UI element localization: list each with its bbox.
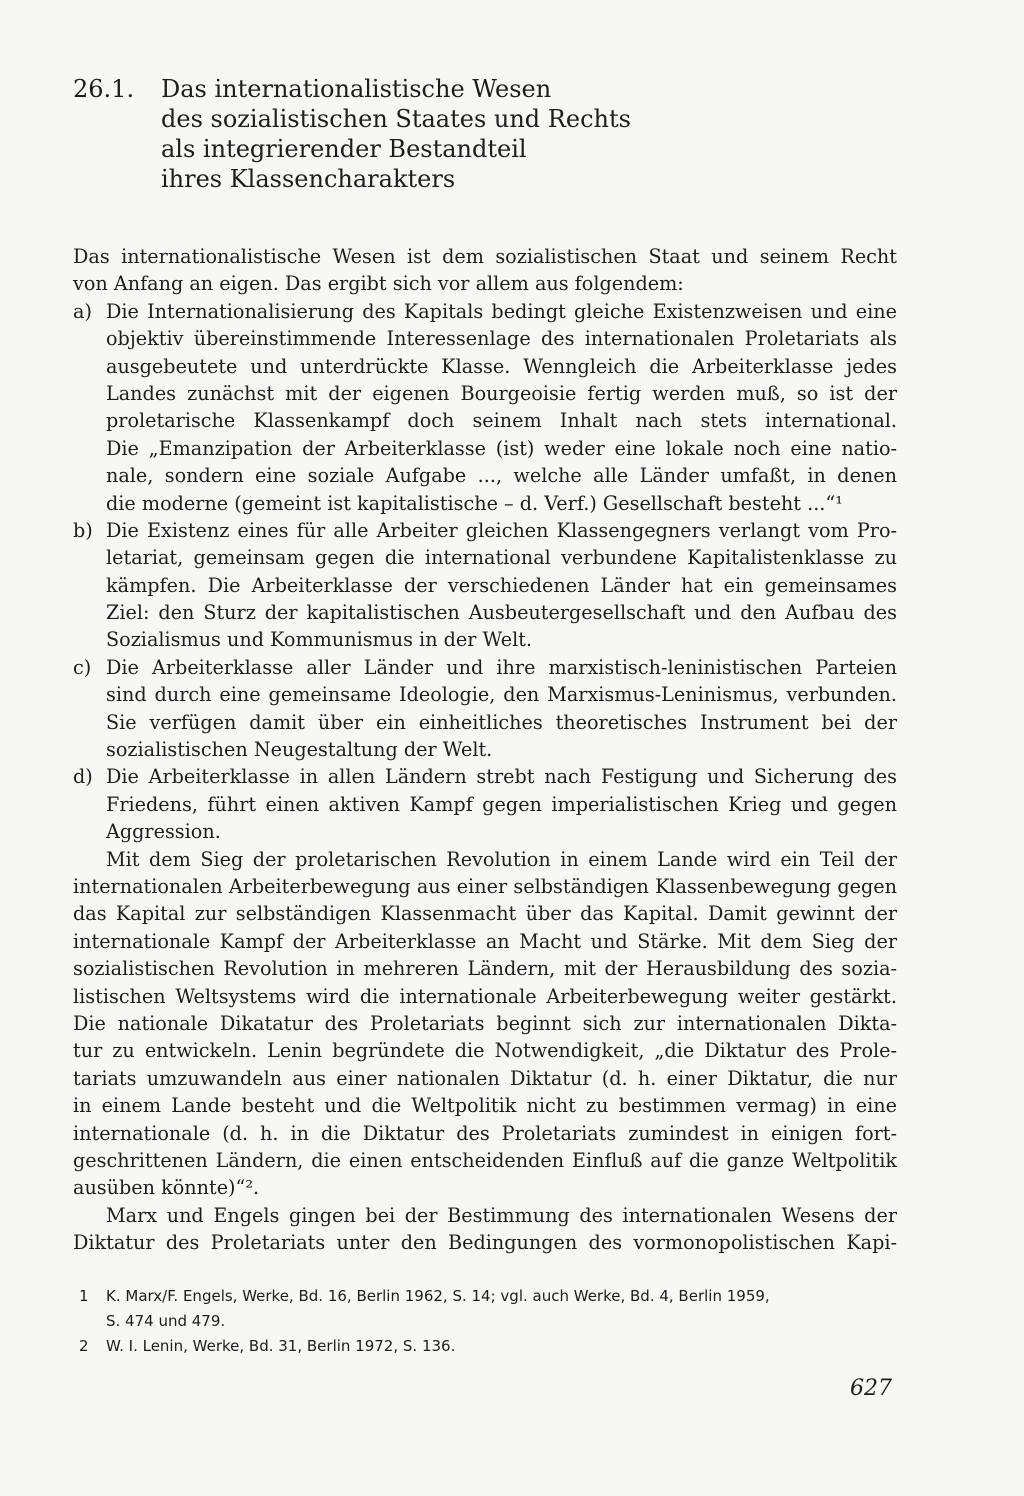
text-line: proletarische Klassenkampf doch seinem Inhalt nach stets international. [106, 409, 897, 433]
footnote-2 [73, 1334, 897, 1359]
text-line: Marx und Engels gingen bei der Bestimmung des internationalen Wesens der [106, 1203, 897, 1227]
list-item-a [73, 298, 897, 517]
text-line: Die „Emanzipation der Arbeiterklasse (ist) weder eine lokale noch eine natio- [106, 436, 897, 460]
text-line: objektiv übereinstimmende Interessenlage des internationalen Proletariats als [106, 327, 897, 351]
text-line: sozialistischen Neugestaltung der Welt. [106, 738, 493, 762]
text-line: von Anfang an eigen. Das ergibt sich vor allem aus folgendem: [73, 272, 684, 296]
section-title [161, 74, 701, 194]
text-line: internationale (d. h. in die Diktatur des Proletariats zumindest in einigen fort- [73, 1121, 897, 1145]
list-item-b [73, 517, 897, 654]
footnote-line: W. I. Lenin, Werke, Bd. 31, Berlin 1972, S. 136. [106, 1337, 456, 1355]
footnotes [73, 1284, 897, 1359]
text-line: Die Existenz eines für alle Arbeiter gleichen Klassengegners verlangt vom Pro- [106, 518, 897, 542]
paragraph-2 [73, 1202, 897, 1257]
paragraph-1 [73, 846, 897, 1202]
text-line: Die Arbeiterklasse aller Länder und ihre marxistisch-leninistischen Parteien [106, 655, 897, 679]
text-line: geschrittenen Ländern, die einen entscheidenden Einfluß auf die ganze Weltpolitik [73, 1148, 897, 1172]
text-line: listischen Weltsystems wird die internationale Arbeiterbewegung weiter gestärkt. [73, 984, 897, 1008]
text-line: Mit dem Sieg der proletarischen Revolution in einem Lande wird ein Teil der [106, 847, 897, 871]
list-marker: b) [73, 518, 93, 542]
list-item-d [73, 763, 897, 845]
section-number: 26.1. [73, 75, 135, 103]
section-title-line: ihres Klassencharakters [161, 165, 456, 193]
text-line: Aggression. [106, 820, 221, 844]
text-line: Sie verfügen damit über ein einheitliches theoretisches Instrument bei der [106, 710, 897, 734]
body-text [73, 243, 897, 1256]
footnote-number: 2 [79, 1337, 89, 1355]
text-line: internationale Kampf der Arbeiterklasse an Macht und Stärke. Mit dem Sieg der [73, 929, 897, 953]
text-line: ausgebeutete und unterdrückte Klasse. Wenngleich die Arbeiterklasse jedes [106, 354, 897, 378]
section-title-line: als integrierender Bestandteil [161, 135, 527, 163]
text-line: Die Internationalisierung des Kapitals bedingt gleiche Existenzweisen und eine [106, 299, 897, 323]
text-line: Die nationale Dikatatur des Proletariats beginnt sich zur internationalen Dikta- [73, 1011, 897, 1035]
list-marker: d) [73, 765, 93, 789]
text-line: tur zu entwickeln. Lenin begründete die Notwendigkeit, „die Diktatur des Prole- [73, 1039, 897, 1063]
text-line: Diktatur des Proletariats unter den Bedingungen des vormonopolistischen Kapi- [73, 1231, 897, 1255]
text-line: nale, sondern eine soziale Aufgabe ..., welche alle Länder umfaßt, in denen [106, 464, 897, 488]
text-line: internationalen Arbeiterbewegung aus einer selbständigen Klassenbewegung gegen [73, 874, 897, 898]
text-line: ausüben könnte)“². [73, 1176, 260, 1200]
text-line: Die Arbeiterklasse in allen Ländern strebt nach Festigung und Sicherung des [106, 765, 897, 789]
text-line: tariats umzuwandeln aus einer nationalen Diktatur (d. h. einer Diktatur, die nur [73, 1066, 897, 1090]
text-line: in einem Lande besteht und die Weltpolitik nicht zu bestimmen vermag) in eine [73, 1094, 897, 1118]
text-line: Landes zunächst mit der eigenen Bourgeoisie fertig werden muß, so ist der [106, 381, 897, 405]
text-line: kämpfen. Die Arbeiterklasse der verschiedenen Länder hat ein gemeinsames [106, 573, 897, 597]
text-line: das Kapital zur selbständigen Klassenmacht über das Kapital. Damit gewinnt der [73, 902, 897, 926]
text-line: sind durch eine gemeinsame Ideologie, den Marxismus-Leninismus, verbunden. [106, 683, 897, 707]
text-line: die moderne (gemeint ist kapitalistische – d. Verf.) Gesellschaft besteht ...“¹ [106, 491, 843, 515]
footnote-1 [73, 1284, 897, 1334]
text-line: Ziel: den Sturz der kapitalistischen Ausbeutergesellschaft und den Aufbau des [106, 601, 897, 625]
footnote-line: S. 474 und 479. [106, 1312, 226, 1330]
text-line: Sozialismus und Kommunismus in der Welt. [106, 628, 533, 652]
section-title-line: des sozialistischen Staates und Rechts [161, 105, 631, 133]
footnote-line: K. Marx/F. Engels, Werke, Bd. 16, Berlin 1962, S. 14; vgl. auch Werke, Bd. 4, Berlin 1959, [106, 1287, 770, 1305]
text-line: sozialistischen Revolution in mehreren Ländern, mit der Herausbildung des sozia- [73, 957, 897, 981]
list-item-c [73, 654, 897, 764]
text-line: letariat, gemeinsam gegen die international verbundene Kapitalistenklasse zu [106, 546, 897, 570]
intro-paragraph [73, 243, 897, 298]
list-marker: a) [73, 299, 92, 323]
text-line: Friedens, führt einen aktiven Kampf gegen imperialistischen Krieg und gegen [106, 792, 897, 816]
footnote-number: 1 [79, 1287, 89, 1305]
text-line: Das internationalistische Wesen ist dem sozialistischen Staat und seinem Recht [73, 245, 897, 268]
list-marker: c) [73, 655, 92, 679]
section-title-line: Das internationalistische Wesen [161, 75, 552, 103]
page-number: 627 [850, 1376, 892, 1401]
